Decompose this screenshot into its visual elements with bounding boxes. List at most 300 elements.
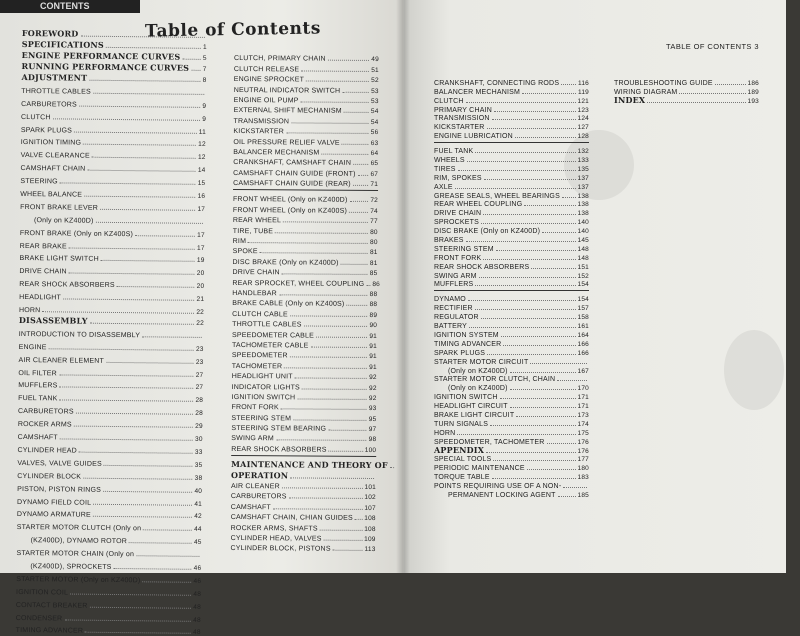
toc-entry-page: 42 bbox=[194, 513, 202, 521]
toc-entry-title: STARTER MOTOR CLUTCH (Only on bbox=[16, 524, 142, 533]
toc-entry bbox=[16, 570, 201, 585]
dot-leader bbox=[353, 164, 368, 165]
toc-entry-page: 16 bbox=[197, 192, 206, 200]
toc-entry-page: 17 bbox=[197, 231, 205, 239]
toc-entry-title: CYLINDER BLOCK bbox=[17, 472, 82, 481]
toc-entry-page: 67 bbox=[370, 170, 379, 178]
toc-entry bbox=[233, 156, 378, 167]
toc-entry-title: BALANCER MECHANISM bbox=[233, 148, 320, 157]
toc-entry-page: 95 bbox=[368, 415, 377, 423]
toc-entry-page: 166 bbox=[577, 340, 589, 348]
toc-entry-title: GREASE SEALS, WHEEL BEARINGS bbox=[434, 192, 560, 200]
toc-entry-page: 15 bbox=[197, 179, 206, 188]
dot-leader bbox=[106, 362, 194, 364]
dot-leader bbox=[304, 326, 368, 327]
section-divider bbox=[434, 142, 589, 143]
toc-entry bbox=[21, 82, 206, 97]
toc-entry-page: 53 bbox=[371, 87, 379, 95]
dot-leader bbox=[490, 425, 575, 426]
toc-entry-title: PERIODIC MAINTENANCE bbox=[434, 465, 525, 473]
dot-leader bbox=[63, 299, 194, 301]
dot-leader bbox=[679, 93, 745, 94]
toc-entry bbox=[614, 78, 759, 87]
dot-leader bbox=[503, 345, 575, 346]
toc-entry-title: TACHOMETER CABLE bbox=[231, 341, 309, 350]
dot-leader bbox=[142, 336, 202, 338]
toc-entry-page: 100 bbox=[364, 446, 377, 454]
toc-entry bbox=[17, 493, 202, 508]
dot-leader bbox=[487, 354, 575, 355]
toc-entry bbox=[231, 511, 376, 522]
toc-entry bbox=[434, 294, 589, 303]
toc-entry-page: 186 bbox=[747, 79, 759, 87]
toc-entry bbox=[20, 224, 205, 239]
toc-entry-page: 158 bbox=[577, 314, 589, 322]
toc-entry-title: IGNITION SWITCH bbox=[434, 394, 498, 402]
toc-entry-page: 38 bbox=[194, 474, 203, 482]
toc-entry-title: ADJUSTMENT bbox=[21, 71, 88, 83]
toc-entry-page: 166 bbox=[577, 349, 589, 357]
toc-entry-title: TORQUE TABLE bbox=[434, 474, 490, 482]
toc-entry-page: 17 bbox=[197, 205, 206, 213]
toc-entry-page: 101 bbox=[364, 483, 376, 492]
dot-leader bbox=[531, 268, 575, 269]
toc-entry bbox=[434, 401, 589, 410]
toc-entry-title: SWING ARM bbox=[434, 272, 477, 280]
toc-entry-page: 48 bbox=[193, 590, 202, 598]
toc-entry-page: 81 bbox=[369, 259, 378, 267]
toc-entry bbox=[232, 328, 377, 339]
toc-entry-title: (Only on KZ400D) bbox=[448, 367, 508, 375]
toc-entry-page: 164 bbox=[577, 331, 589, 339]
toc-entry bbox=[19, 275, 204, 290]
toc-entry-title: DRIVE CHAIN bbox=[19, 268, 67, 276]
toc-entry bbox=[434, 164, 589, 173]
toc-entry-page: 171 bbox=[577, 403, 589, 411]
toc-entry-page: 171 bbox=[577, 394, 589, 402]
dot-leader bbox=[563, 487, 587, 488]
dot-leader bbox=[59, 400, 193, 402]
toc-entry bbox=[232, 297, 377, 308]
toc-entry-title: BRAKES bbox=[434, 237, 464, 245]
dot-leader bbox=[92, 157, 196, 159]
toc-entry-page: 35 bbox=[194, 461, 203, 469]
toc-entry-title: WIRING DIAGRAM bbox=[614, 88, 678, 96]
toc-entry bbox=[18, 389, 203, 404]
toc-entry-title: CLUTCH bbox=[21, 113, 51, 121]
toc-entry-page: 48 bbox=[193, 616, 201, 624]
dot-leader bbox=[283, 222, 368, 224]
toc-entry-page: 22 bbox=[196, 319, 204, 327]
dot-leader bbox=[80, 36, 204, 38]
dot-leader bbox=[342, 143, 369, 144]
toc-entry-title: TROUBLESHOOTING GUIDE bbox=[614, 79, 713, 87]
toc-entry bbox=[234, 73, 379, 84]
dot-leader bbox=[297, 398, 367, 399]
toc-entry-page: 123 bbox=[577, 106, 589, 114]
toc-list bbox=[434, 78, 589, 140]
dot-leader bbox=[510, 372, 576, 373]
toc-entry-page: 138 bbox=[577, 201, 589, 209]
dot-leader bbox=[290, 477, 374, 479]
toc-entry-title: AXLE bbox=[434, 183, 453, 191]
dot-leader bbox=[557, 380, 587, 381]
toc-entry-page: 54 bbox=[370, 108, 379, 116]
toc-entry bbox=[434, 481, 589, 490]
toc-list bbox=[434, 294, 589, 498]
toc-entry-title: STEERING bbox=[20, 178, 58, 186]
toc-entry-title: REAR BRAKE bbox=[19, 242, 67, 251]
dot-leader bbox=[475, 309, 576, 310]
toc-entry-page: 80 bbox=[370, 228, 378, 236]
toc-entry-page: 81 bbox=[369, 249, 378, 257]
toc-entry-title: CARBURETORS bbox=[17, 408, 74, 416]
toc-entry-page: 46 bbox=[193, 577, 202, 585]
toc-entry-title: (KZ400D), SPROCKETS bbox=[30, 563, 112, 571]
toc-entry bbox=[434, 262, 589, 271]
dot-leader bbox=[90, 323, 195, 325]
toc-list bbox=[434, 146, 589, 288]
toc-entry-page: 176 bbox=[577, 447, 589, 455]
toc-entry bbox=[231, 432, 376, 443]
toc-entry-title: STEERING STEM BEARING bbox=[231, 425, 327, 433]
toc-entry-title: CAMSHAFT bbox=[17, 434, 58, 442]
toc-entry bbox=[434, 114, 589, 123]
toc-entry bbox=[234, 83, 379, 94]
dot-leader bbox=[69, 247, 195, 249]
toc-entry bbox=[434, 410, 589, 419]
toc-entry bbox=[18, 428, 203, 443]
toc-entry-title: CONDENSER bbox=[15, 614, 63, 622]
dot-leader bbox=[281, 409, 367, 411]
toc-entry bbox=[18, 377, 203, 392]
dot-leader bbox=[182, 59, 201, 60]
dot-leader bbox=[69, 273, 195, 275]
toc-entry-page: 80 bbox=[370, 238, 378, 247]
toc-entry-title: SPROCKETS bbox=[434, 219, 479, 227]
toc-entry bbox=[16, 583, 201, 598]
toc-entry-page: 161 bbox=[577, 323, 589, 331]
dot-leader bbox=[93, 93, 204, 95]
toc-entry bbox=[20, 185, 205, 200]
toc-entry bbox=[18, 441, 203, 456]
toc-entry-title: INDEX bbox=[614, 94, 646, 105]
toc-entry-page: 138 bbox=[577, 210, 589, 218]
toc-entry-page: 45 bbox=[193, 539, 202, 547]
toc-column-right-1 bbox=[434, 78, 589, 499]
dot-leader bbox=[320, 529, 363, 530]
dot-leader bbox=[85, 632, 191, 634]
toc-entry bbox=[18, 415, 203, 430]
toc-entry bbox=[18, 364, 203, 379]
toc-entry-title: SWING ARM bbox=[231, 435, 274, 443]
toc-entry-title: SPEEDOMETER bbox=[231, 352, 288, 360]
toc-entry-page: 46 bbox=[193, 564, 202, 572]
running-head: TABLE OF CONTENTS 3 bbox=[666, 42, 759, 51]
toc-entry-title: SPARK PLUGS bbox=[20, 126, 73, 135]
toc-entry bbox=[231, 401, 376, 412]
dot-leader bbox=[284, 367, 367, 369]
toc-entry-page: 145 bbox=[577, 237, 589, 245]
dot-leader bbox=[483, 214, 575, 215]
dot-leader bbox=[191, 70, 201, 71]
toc-entry bbox=[434, 428, 589, 437]
toc-entry bbox=[20, 198, 205, 213]
toc-entry bbox=[232, 339, 377, 350]
dot-leader bbox=[501, 336, 576, 337]
toc-entry-page: 41 bbox=[194, 500, 203, 508]
toc-entry-page: 21 bbox=[196, 295, 205, 304]
dot-leader bbox=[129, 542, 192, 544]
dot-leader bbox=[89, 80, 200, 82]
toc-entry-page: 12 bbox=[197, 154, 206, 162]
toc-entry bbox=[434, 244, 589, 253]
toc-entry bbox=[231, 490, 376, 501]
toc-entry bbox=[434, 235, 589, 244]
toc-entry bbox=[234, 62, 379, 73]
toc-entry-page: 177 bbox=[577, 456, 589, 464]
dot-leader bbox=[562, 197, 576, 198]
toc-entry-title: CARBURETORS bbox=[230, 493, 287, 501]
toc-entry-title: RUNNING PERFORMANCE CURVES bbox=[21, 60, 190, 73]
dot-leader bbox=[494, 111, 576, 112]
toc-entry bbox=[233, 177, 378, 188]
dot-leader bbox=[484, 179, 576, 180]
toc-entry-page: 33 bbox=[194, 448, 203, 456]
toc-entry bbox=[233, 214, 378, 225]
dot-leader bbox=[349, 201, 368, 202]
toc-entry bbox=[233, 245, 378, 256]
toc-entry bbox=[16, 544, 201, 559]
toc-entry-page: 92 bbox=[368, 384, 377, 392]
dot-leader bbox=[64, 619, 191, 621]
toc-entry bbox=[231, 442, 376, 453]
toc-entry-page: 11 bbox=[198, 128, 206, 136]
toc-entry-page: 54 bbox=[370, 118, 379, 126]
toc-entry bbox=[614, 96, 759, 105]
toc-entry-title: REAR SHOCK ABSORBERS bbox=[19, 281, 115, 290]
dot-leader bbox=[455, 188, 576, 189]
toc-entry-title: ENGINE SPROCKET bbox=[233, 76, 305, 84]
toc-entry-page: 1 bbox=[202, 43, 207, 51]
toc-entry-title: REAR WHEEL COUPLING bbox=[434, 201, 523, 209]
toc-entry bbox=[434, 472, 589, 481]
toc-entry-title: HEADLIGHT bbox=[19, 294, 62, 302]
dot-leader bbox=[76, 413, 194, 415]
toc-entry-title: FRONT WHEEL (Only on KZ400D) bbox=[232, 196, 348, 205]
dot-leader bbox=[279, 294, 368, 296]
toc-entry-page: 85 bbox=[369, 270, 378, 278]
toc-entry bbox=[16, 621, 201, 636]
toc-entry-page: 63 bbox=[370, 139, 379, 147]
dot-leader bbox=[114, 568, 192, 570]
toc-entry-page: 12 bbox=[198, 141, 206, 149]
toc-entry-page: 138 bbox=[577, 192, 589, 200]
toc-entry bbox=[16, 596, 201, 611]
header-strip: CONTENTS bbox=[0, 0, 140, 13]
toc-entry-page: 176 bbox=[577, 438, 589, 446]
dot-leader bbox=[715, 84, 746, 85]
toc-entry-page: 51 bbox=[371, 66, 379, 74]
toc-entry bbox=[20, 250, 205, 265]
toc-entry-title: HORN bbox=[18, 307, 41, 315]
toc-entry bbox=[17, 531, 202, 546]
toc-entry bbox=[232, 287, 377, 298]
page-title: Table of Contents bbox=[144, 18, 322, 42]
toc-entry-title: (Only on KZ400D) bbox=[448, 385, 508, 393]
toc-entry-page: 27 bbox=[195, 371, 204, 379]
dot-leader bbox=[311, 346, 368, 347]
toc-entry-page: 140 bbox=[577, 228, 589, 236]
dot-leader bbox=[366, 285, 370, 286]
dot-leader bbox=[289, 498, 363, 500]
toc-entry-page: 151 bbox=[577, 263, 589, 271]
toc-entry-title: CLUTCH RELEASE bbox=[233, 65, 300, 74]
toc-entry bbox=[434, 419, 589, 428]
toc-column-left-2 bbox=[230, 52, 388, 554]
toc-entry-title: STEERING STEM bbox=[231, 414, 292, 423]
toc-entry-title: REAR SHOCK ABSORBERS bbox=[231, 445, 327, 454]
toc-list bbox=[16, 27, 207, 636]
dot-leader bbox=[510, 407, 576, 408]
toc-entry-title: REGULATOR bbox=[434, 314, 479, 322]
toc-entry-page: 175 bbox=[577, 429, 589, 437]
toc-entry-title: THROTTLE CABLES bbox=[232, 321, 302, 329]
toc-entry bbox=[17, 480, 202, 495]
dot-leader bbox=[42, 311, 194, 314]
toc-entry-title: DISASSEMBLY bbox=[18, 315, 88, 326]
toc-entry bbox=[232, 307, 377, 318]
toc-entry-title: SPECIAL TOOLS bbox=[434, 456, 492, 464]
toc-entry-page: 91 bbox=[369, 353, 377, 361]
toc-entry bbox=[16, 609, 201, 624]
dot-leader bbox=[486, 452, 575, 453]
toc-entry bbox=[19, 338, 204, 353]
dot-leader bbox=[301, 101, 369, 102]
toc-entry-title: REAR SHOCK ABSORBERS bbox=[434, 263, 530, 271]
toc-entry-title: AIR CLEANER bbox=[230, 483, 280, 491]
toc-entry-title: REAR WHEEL bbox=[232, 217, 282, 225]
dot-leader bbox=[522, 93, 576, 94]
toc-entry bbox=[434, 78, 589, 87]
toc-entry-page: 56 bbox=[370, 129, 379, 137]
toc-entry-page: 132 bbox=[577, 148, 589, 156]
toc-entry-page: 74 bbox=[370, 207, 378, 215]
toc-entry-title: CLUTCH bbox=[434, 97, 464, 105]
toc-entry-title: NEUTRAL INDICATOR SWITCH bbox=[233, 86, 341, 95]
toc-entry bbox=[232, 359, 377, 370]
toc-entry-title: BATTERY bbox=[434, 323, 468, 331]
dot-leader bbox=[79, 452, 193, 454]
toc-entry bbox=[233, 125, 378, 136]
toc-entry-page: 91 bbox=[369, 342, 377, 350]
toc-entry-title: FUEL TANK bbox=[18, 395, 58, 403]
toc-entry-title: CAMSHAFT CHAIN, CHIAN GUIDES bbox=[230, 514, 353, 523]
toc-entry bbox=[434, 87, 589, 96]
toc-entry bbox=[231, 480, 376, 491]
toc-entry bbox=[22, 60, 207, 73]
toc-entry bbox=[16, 557, 201, 572]
toc-entry-title: TIRES bbox=[434, 165, 456, 173]
toc-entry-page: 48 bbox=[192, 629, 201, 636]
toc-entry-page: 90 bbox=[369, 322, 378, 330]
toc-entry-title: BRAKE CABLE (Only on KZ400S) bbox=[232, 300, 345, 309]
dot-leader bbox=[492, 119, 576, 120]
dot-leader bbox=[83, 144, 196, 146]
toc-entry bbox=[19, 288, 204, 303]
toc-entry-page: 28 bbox=[195, 397, 204, 405]
toc-column-left-1 bbox=[16, 27, 207, 636]
toc-entry-title: CONTACT BREAKER bbox=[15, 601, 88, 610]
dot-leader bbox=[547, 443, 576, 444]
toc-entry bbox=[434, 226, 589, 235]
toc-entry-page: 22 bbox=[196, 308, 205, 316]
dot-leader bbox=[496, 250, 576, 251]
dot-leader bbox=[493, 460, 575, 461]
toc-entry bbox=[434, 463, 589, 472]
toc-entry bbox=[18, 402, 203, 417]
toc-entry-page: 183 bbox=[577, 474, 589, 482]
toc-entry bbox=[20, 211, 205, 226]
dot-leader bbox=[468, 300, 576, 301]
dot-leader bbox=[79, 105, 200, 107]
toc-entry-page: 157 bbox=[577, 305, 589, 313]
dot-leader bbox=[458, 170, 576, 171]
dot-leader bbox=[481, 223, 576, 224]
toc-entry bbox=[231, 500, 376, 511]
toc-entry bbox=[434, 490, 589, 499]
toc-entry-title: STEERING STEM bbox=[434, 245, 494, 253]
toc-entry bbox=[233, 255, 378, 266]
toc-entry bbox=[18, 351, 203, 366]
toc-entry bbox=[19, 325, 204, 340]
dot-leader bbox=[349, 212, 368, 213]
toc-entry-page: 154 bbox=[577, 281, 589, 289]
toc-entry-title: DRIVE CHAIN bbox=[434, 210, 482, 218]
toc-entry-page: 108 bbox=[364, 515, 376, 523]
toc-entry-title: RECTIFIER bbox=[434, 305, 473, 313]
toc-entry-title: DYNAMO FIELD COIL bbox=[16, 498, 92, 507]
toc-entry-title: SPEEDOMETER, TACHOMETER bbox=[434, 438, 545, 446]
toc-entry-title: FRONT BRAKE LEVER bbox=[20, 203, 99, 212]
toc-entry-title: IGNITION COIL bbox=[16, 588, 69, 597]
dot-leader bbox=[248, 242, 368, 244]
toc-entry-title: PERMANENT LOCKING AGENT bbox=[448, 491, 556, 499]
toc-entry-page: 52 bbox=[371, 77, 379, 85]
toc-entry bbox=[231, 411, 376, 422]
toc-entry-page: 133 bbox=[577, 157, 589, 165]
dot-leader bbox=[492, 478, 576, 479]
toc-entry-page: 124 bbox=[577, 115, 589, 123]
toc-entry bbox=[434, 312, 589, 321]
toc-entry-page: 109 bbox=[364, 535, 376, 543]
dot-leader bbox=[74, 426, 193, 428]
dot-leader bbox=[101, 260, 195, 262]
dot-leader bbox=[466, 102, 576, 103]
dot-leader bbox=[469, 327, 576, 328]
toc-entry-title: APPENDIX bbox=[434, 444, 485, 455]
toc-entry bbox=[434, 366, 589, 375]
toc-entry-page: 89 bbox=[369, 311, 378, 319]
toc-entry-title: STARTER MOTOR CIRCUIT bbox=[434, 358, 529, 366]
dot-leader bbox=[291, 122, 369, 124]
dot-leader bbox=[301, 70, 369, 71]
toc-entry-title: VALVE CLEARANCE bbox=[20, 152, 90, 161]
toc-entry-title: KICKSTARTER bbox=[434, 124, 485, 132]
dot-leader bbox=[346, 305, 367, 306]
dot-leader bbox=[344, 112, 369, 113]
toc-entry-title: EXTERNAL SHIFT MECHANISM bbox=[233, 107, 342, 116]
